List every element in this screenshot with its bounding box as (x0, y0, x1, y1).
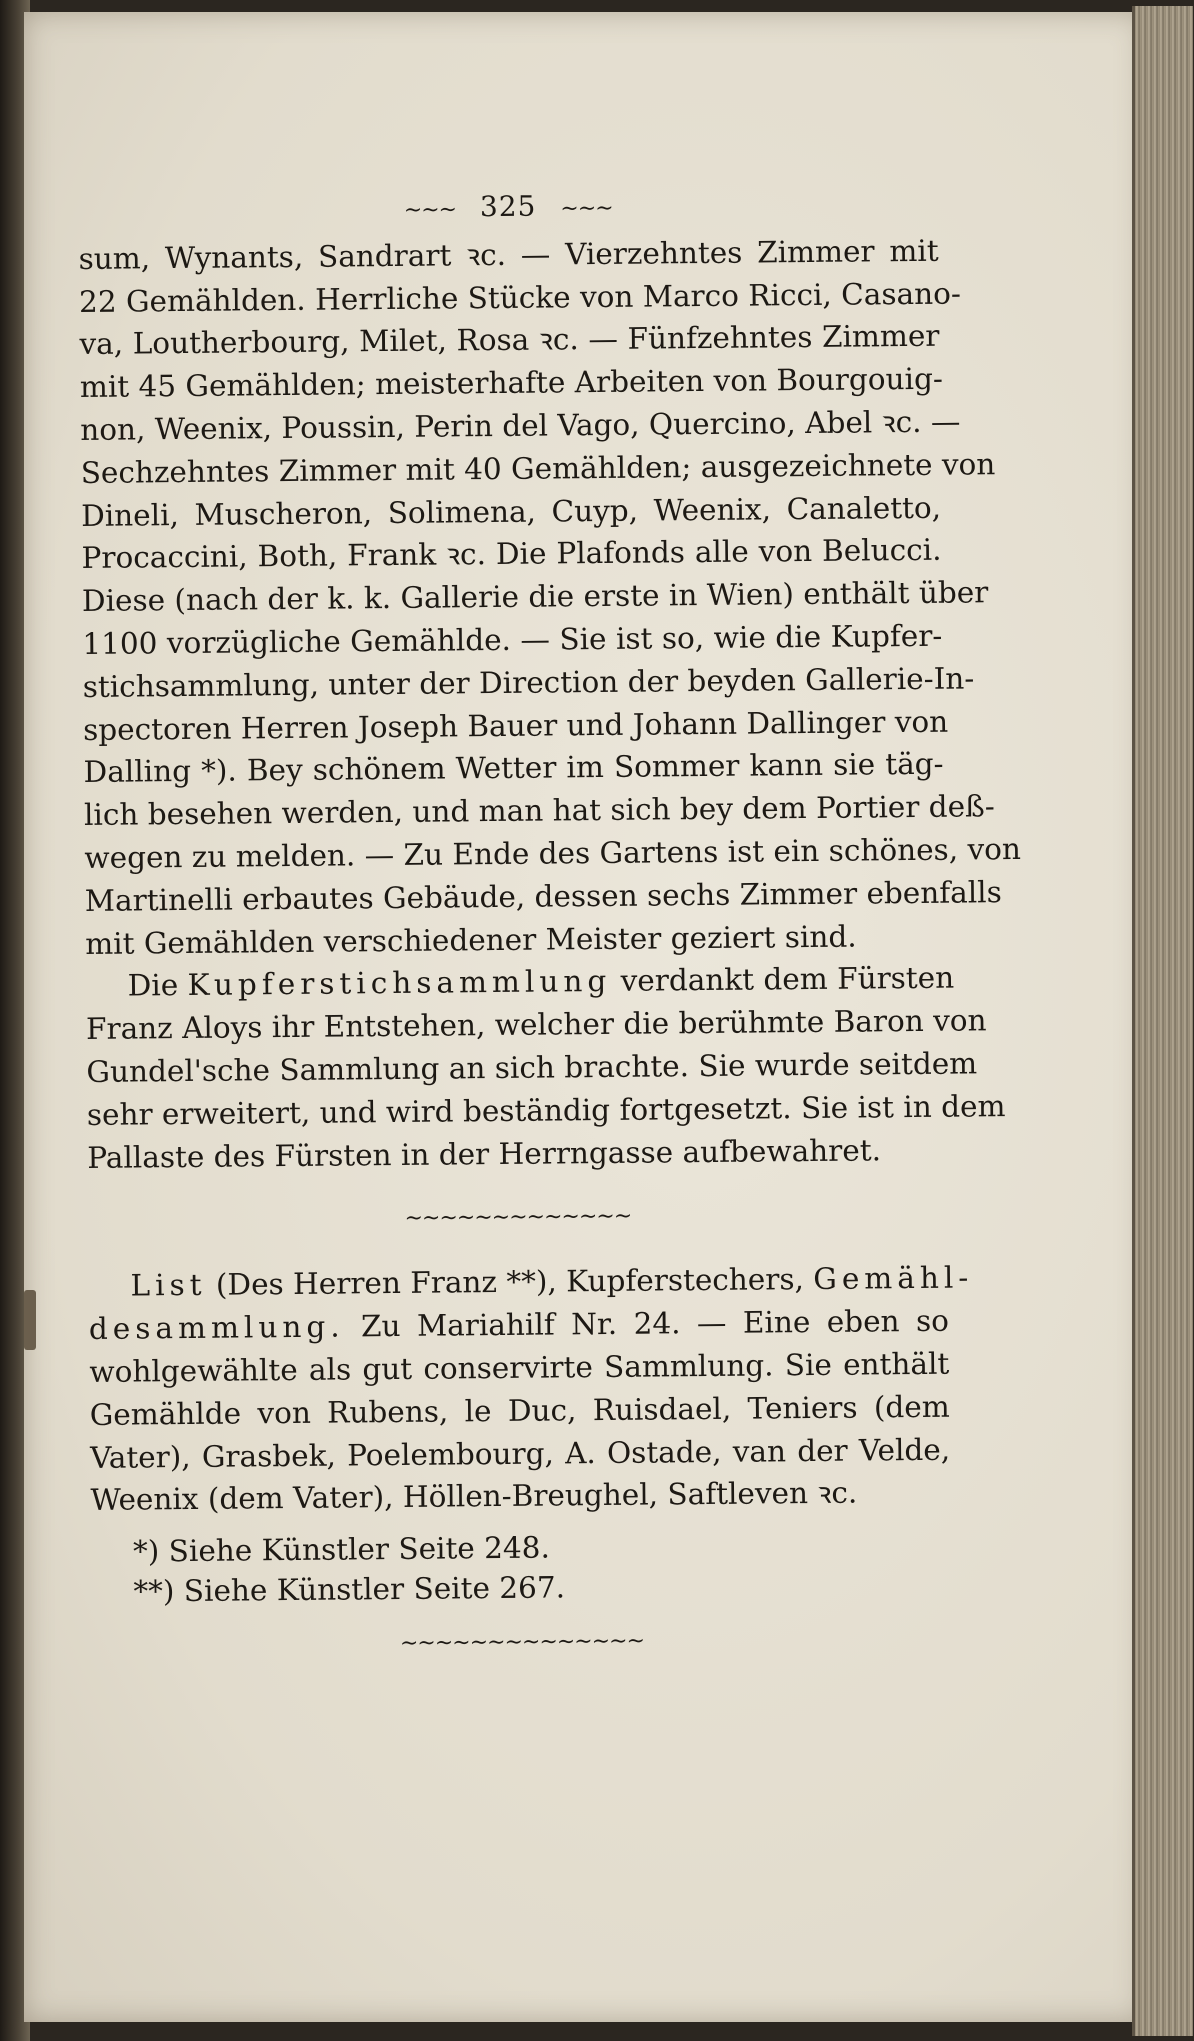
page-content (78, 182, 1022, 1682)
text-line: Pallaste des Fürsten in der Herrngasse aufbewahret. (87, 1132, 882, 1175)
text-line: 1100 vorzügliche Gemählde. — Sie ist so, wie die Kupfer- (82, 618, 943, 661)
paragraph-list-collection (88, 1257, 974, 1522)
text-line: lich besehen werden, und man hat sich bey dem Portier deß- (83, 789, 995, 833)
text-line: Franz Aloys ihr Entstehen, welcher die berühmte Baron von (85, 1003, 987, 1047)
text-line: stichsammlung, unter der Direction der beyden Gallerie-In- (82, 661, 975, 704)
section-divider: ~~~~~~~~~~~~~ (404, 1204, 632, 1232)
end-divider: ~~~~~~~~~~~~~~ (399, 1628, 645, 1657)
header-ornament-right: ~~~ (560, 195, 613, 222)
text-line: mit Gemählden verschiedener Meister geziert sind. (85, 919, 857, 961)
spaced-term: Gemähl- (813, 1260, 974, 1297)
text-line: 22 Gemählden. Herrliche Stücke von Marco Ricci, Casano- (78, 276, 961, 319)
paragraph-gallery (78, 230, 1022, 966)
text-line: Vater), Grasbek, Poelembourg, A. Ostade, van der Velde, (90, 1432, 951, 1475)
text-fragment: verdankt dem Fürsten (620, 960, 955, 999)
page-header (78, 182, 938, 236)
text-line: wohlgewählte als gut conservirte Sammlung. Sie enthält (89, 1346, 950, 1389)
text-line: Weenix (dem Vater), Höllen-Breughel, Saftleven ꝛc. (90, 1475, 858, 1518)
page-number: 325 (479, 189, 537, 224)
text-line: Dineli, Muscheron, Solimena, Cuyp, Weenix, Canaletto, (80, 490, 942, 533)
text-line: Gundel'sche Sammlung an sich brachte. Sie wurde seitdem (86, 1046, 978, 1089)
text-line: non, Weenix, Poussin, Perin del Vago, Quercino, Abel ꝛc. — (80, 404, 961, 447)
footnote: *) Siehe Künstler Seite 248. (132, 1530, 551, 1569)
spaced-name: List (130, 1268, 207, 1303)
text-line: Procaccini, Both, Frank ꝛc. Die Plafonds alle von Belucci. (81, 533, 942, 576)
text-line: Dalling *). Bey schönem Wetter im Sommer kann sie täg- (83, 747, 944, 790)
spaced-term: desammlung. (88, 1309, 345, 1347)
header-ornament-left: ~~~ (403, 197, 457, 223)
page-fore-edge (1132, 6, 1193, 2036)
text-line: va, Loutherbourg, Milet, Rosa ꝛc. — Fünfzehntes Zimmer (79, 319, 940, 362)
text-line: wegen zu melden. — Zu Ende des Gartens ist ein schönes, von (84, 831, 1022, 875)
text-line: Diese (nach der k. k. Gallerie die erste in Wien) enthält über (81, 575, 989, 619)
footnotes (91, 1524, 952, 1612)
footnote: **) Siehe Künstler Seite 267. (133, 1570, 566, 1609)
spaced-term: Kupferstichsammlung (187, 964, 612, 1003)
text-line: Sechzehntes Zimmer mit 40 Gemählden; ausgezeichnete von (80, 446, 996, 490)
binding-mark (24, 1290, 36, 1350)
text-fragment: (Des Herren Franz **), Kupferstechers, (215, 1262, 805, 1303)
text-line: mit 45 Gemählden; meisterhafte Arbeiten von Bourgouig- (79, 361, 944, 405)
paragraph-engraving-collection (85, 957, 1006, 1179)
text-line: Martinelli erbautes Gebäude, dessen sechs Zimmer ebenfalls (84, 874, 1002, 918)
text-line: sehr erweitert, und wird beständig fortgesetzt. Sie ist in dem (86, 1088, 1006, 1132)
text-line: spectoren Herren Joseph Bauer und Johann Dallinger von (83, 704, 949, 747)
text-line: Gemählde von Rubens, le Duc, Ruisdael, Teniers (dem (89, 1389, 950, 1432)
text-line: sum, Wynants, Sandrart ꝛc. — Vierzehntes Zimmer mit (78, 233, 939, 276)
paragraph-intro: Die (127, 968, 179, 1003)
text-fragment: Zu Mariahilf Nr. 24. — Eine eben so (360, 1303, 950, 1344)
